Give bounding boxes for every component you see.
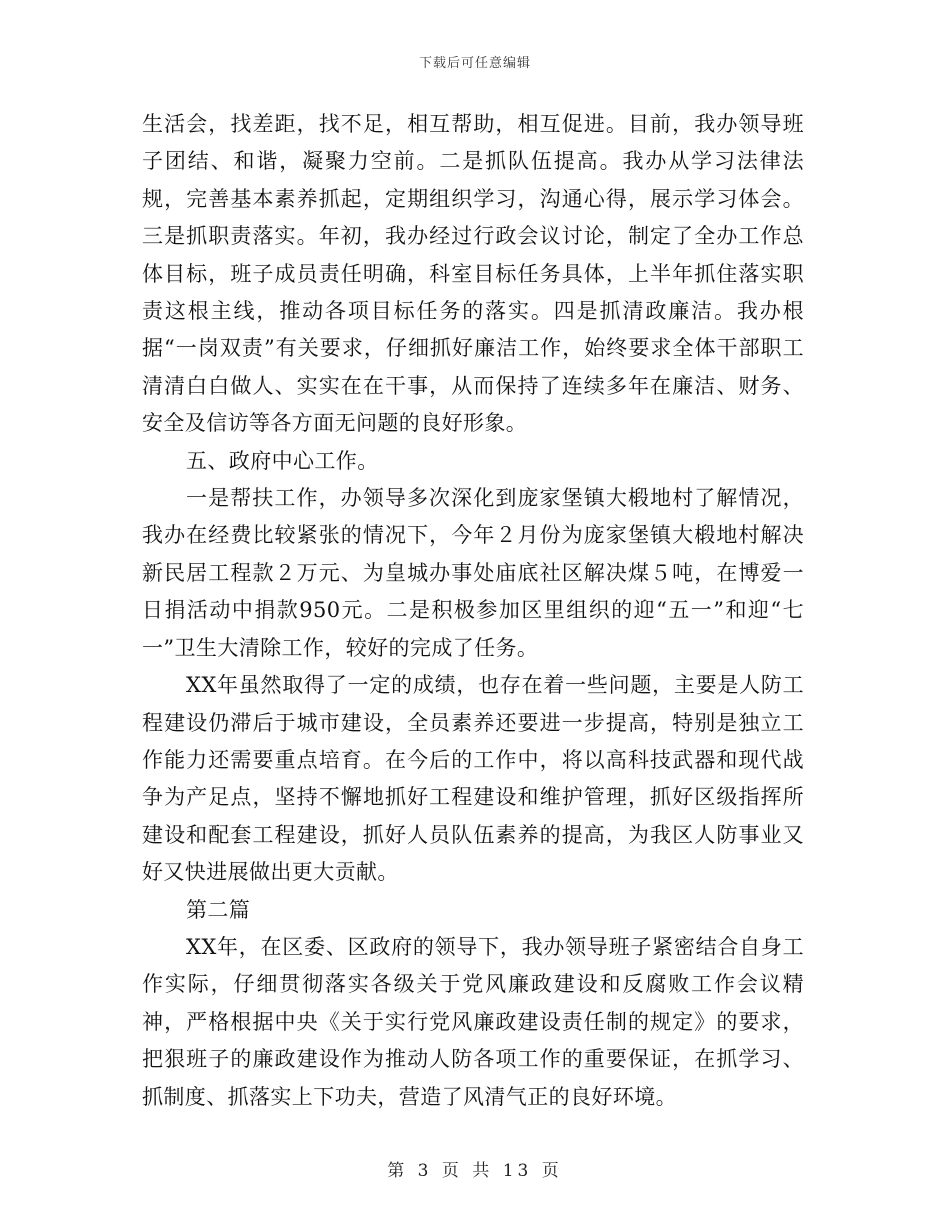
paragraph: XX年，在区委、区政府的领导下，我办领导班子紧密结合自身工作实际，仔细贯彻落实各级关于党风廉政建设和反腐败工作会议精神，严格根据中央《关于实行党风廉政建设责任制的规定》的要求，把狠班子的廉政建设作为推动人防各项工作的重要保证，在抓学习、抓制度、抓落实上下功夫，营造了风清气正的良好环境。 (142, 934, 804, 1109)
page-number: 第 3 页 共 13 页 (387, 1161, 563, 1181)
paragraph: 一是帮扶工作，办领导多次深化到庞家堡镇大椴地村了解情况，我办在经费比较紧张的情况下，今年２月份为庞家堡镇大椴地村解决新民居工程款２万元、为皇城办事处庙底社区解决煤５吨，在博爱一日捐活动中捐款950元。二是积极参加区里组织的迎“五一”和迎“七一”卫生大清除工作，较好的完成了任务。 (142, 486, 804, 660)
chapter-heading: 第二篇 (186, 897, 251, 922)
document-body (142, 106, 804, 1116)
paragraph-continued: 生活会，找差距，找不足，相互帮助，相互促进。目前，我办领导班子团结、和谐，凝聚力空前。二是抓队伍提高。我办从学习法律法规，完善基本素养抓起，定期组织学习，沟通心得，展示学习体会。三是抓职责落实。年初，我办经过行政会议讨论，制定了全办工作总体目标，班子成员责任明确，科室目标任务具体，上半年抓住落实职责这根主线，推动各项目标任务的落实。四是抓清政廉洁。我办根据“一岗双责”有关要求，仔细抓好廉洁工作，始终要求全体干部职工清清白白做人、实实在在干事，从而保持了连续多年在廉洁、财务、安全及信访等各方面无问题的良好形象。 (142, 112, 804, 436)
section-heading: 五、政府中心工作。 (186, 448, 379, 473)
paragraph: XX年虽然取得了一定的成绩，也存在着一些问题，主要是人防工程建设仍滞后于城市建设，全员素养还要进一步提高，特别是独立工作能力还需要重点培育。在今后的工作中，将以高科技武器和现代战争为产足点，坚持不懈地抓好工程建设和维护管理，抓好区级指挥所建设和配套工程建设，抓好人员队伍素养的提高，为我区人防事业又好又快进展做出更大贡献。 (142, 673, 804, 885)
page-header: 下载后可任意编辑 (418, 56, 531, 71)
